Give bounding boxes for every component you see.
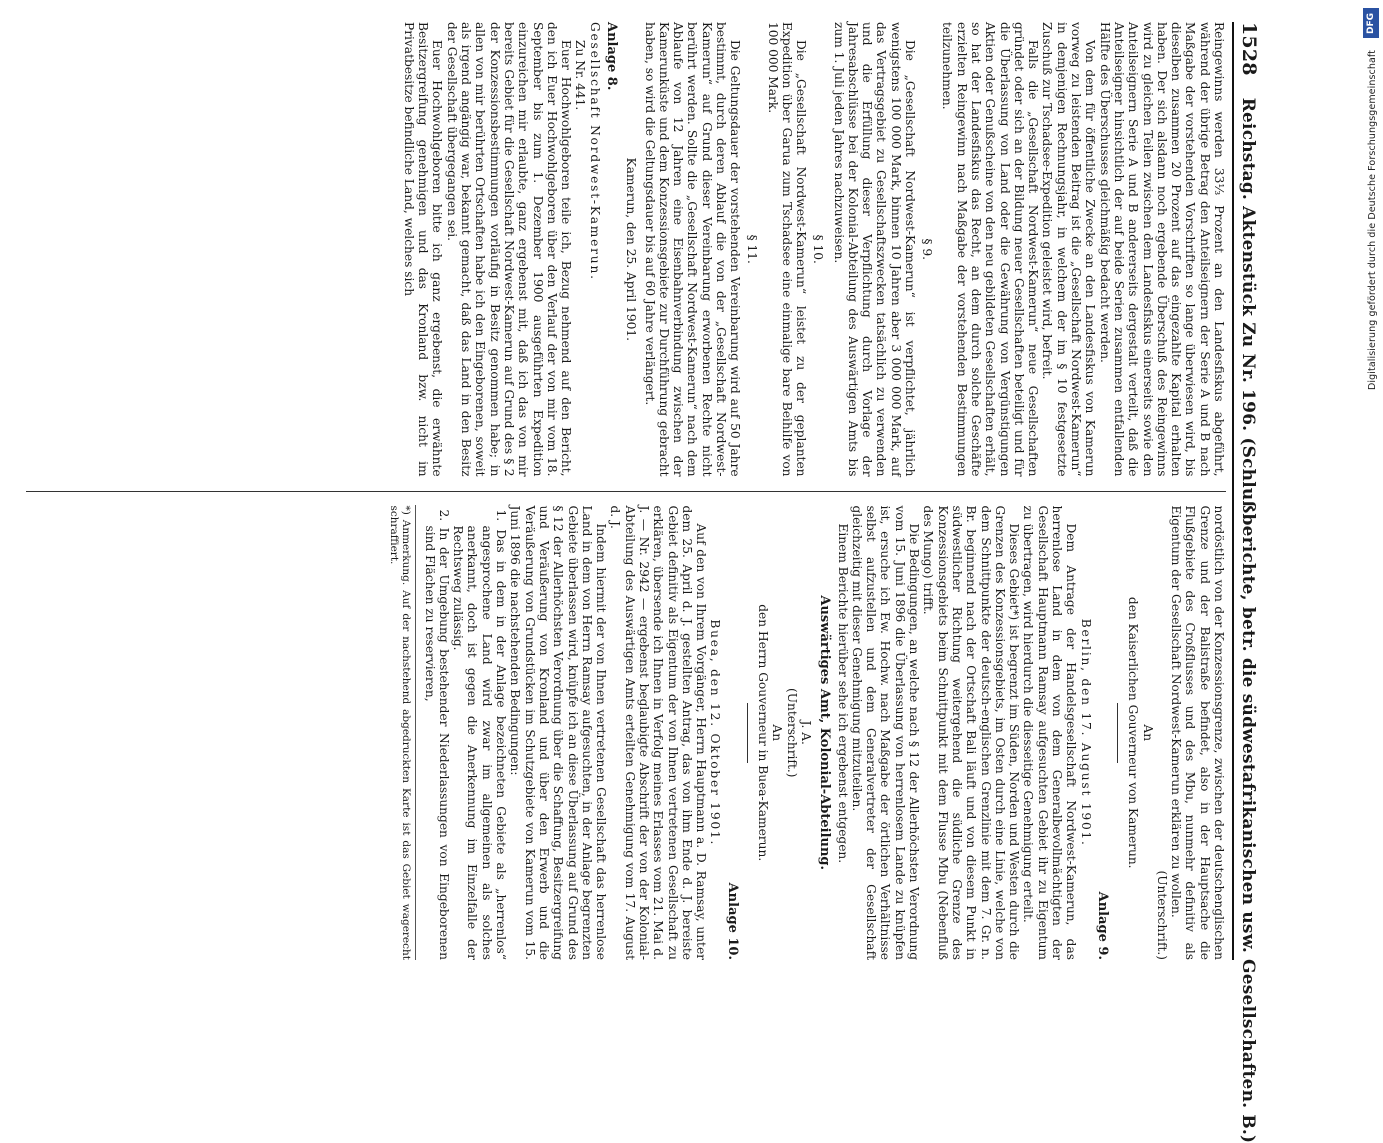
page-header: [1232, 22, 1260, 1143]
paragraph: Falls die „Gesellschaft Nordwest-Kamerun“ neue Gesellschaften gründet oder sich an der Bildung neuer Gesellschaften beteiligt und für die Überlassung von Land oder die Gewährung von Vergünstigungen Aktien oder Genußscheine von den neu gebildeten Gesellschaften erhält, so hat der Landesfiskus das Recht, an dem durch solche Geschäfte erzielten Reingewinn nach Maßgabe der vorstehenden Bestimmungen teilzunehmen.: [940, 22, 1041, 477]
addressee-prefix: An: [1140, 724, 1155, 742]
page-title: Reichstag. Aktenstück Zu Nr. 196. (Schlußberichte, betr. die südwestafrikanischen usw. Gesellschaften. B.): [1238, 97, 1258, 1143]
separator-rule: [747, 703, 748, 763]
paragraph: Dem Antrage der Handelsgesellschaft Nordwest-Kamerun, das herrenlose Land in dem von dem Generalbevollmächtigten der Gesellschaft Hauptmann Ramsay aufgesuchten Gebiet ihr zu Eigentum zu übertragen, wird hierdurch die diesseitige Genehmigung erteilt.: [1021, 505, 1079, 960]
addressee: den Herrn Gouverneur in Buea-Kamerun.: [756, 604, 771, 862]
dateline: Buea, den 12. Oktober 1901.: [708, 619, 723, 847]
addressee: den Kaiserlichen Gouverneur von Kamerun.: [1126, 596, 1141, 869]
office-name: Auswärtiges Amt, Kolonial-Abteilung.: [817, 595, 833, 871]
signature: (Unterschrift.): [784, 687, 799, 778]
addressee-prefix: An: [770, 724, 785, 742]
paragraph: Einem Berichte hierüber sehe ich ergebenst entgegen.: [835, 523, 850, 864]
addressee: Gesellschaft Nordwest-Kamerun.: [587, 22, 602, 281]
section-heading: § 9.: [920, 238, 935, 261]
digitization-note: Digitalisierung gefördert durch die Deutsche Forschungsgemeinschaft: [1367, 50, 1378, 390]
section-heading: § 11.: [745, 234, 760, 264]
annex-heading: Anlage 8.: [604, 22, 620, 91]
paragraph: Reingewinns werden 33⅓ Prozent an den Landesfiskus abgeführt, während der übrige Betrag den Anteilseignern der Serie A und B nach Maßgabe der vorstehenden Vorschriften so lange überwiesen wird, bis dieselben zusammen 20 Prozent auf das eingezahlte Kapital erhalten haben. Der sich alsdann noch ergebende Überschuß des Reingewinns wird zu gleichen Teilen zwischen dem Landesfiskus einerseits sowie den Anteilseignern Serie A und B andererseits dergestalt verteilt, daß die Anteilseigner hinsichtlich der auf beide Serien zusammen entfallenden Hälfte des Überschusses gleichmäßig bedacht werden.: [1097, 22, 1226, 477]
signature: (Unterschrift.): [1154, 870, 1169, 960]
annex-heading: Anlage 9.: [1094, 891, 1110, 960]
annex-heading: Anlage 10.: [724, 882, 740, 960]
reference: Zu Nr. 441.: [573, 40, 588, 111]
paragraph: Die Geltungsdauer der vorstehenden Vereinbarung wird auf 50 Jahre bestimmt, durch deren Ablauf die von der „Gesellschaft Nordwest-Kamerun“ auf Grund dieser Vereinbarung erworbenen Rechte nicht berührt werden. Sollte die „Gesellschaft Nordwest-Kamerun“ nach dem Ablaufe von 12 Jahren eine Eisenbahnverbindung zwischen der Kamerunküste und dem Konzessionsgebiete zur Durchführung gebracht haben, so wird die Geltungsdauer bis auf 60 Jahre verlängert.: [642, 22, 743, 477]
dateline: Kamerun, den 25. April 1901.: [624, 157, 639, 341]
paragraph: Die „Gesellschaft Nordwest-Kamerun“ leistet zu der geplanten Expedition über Garua zum Tschadsee eine einmalige bare Beihilfe von 100 000 Mark.: [765, 22, 809, 477]
paragraph: Indem hiermit der von Ihnen vertretenen Gesellschaft das herrenlose Land in dem von Herrn Ramsay aufgesuchten, in der Anlage begrenzten Gebiete überlassen wird, knüpfe ich an diese Überlassung auf Grund des § 12 der Allerhöchsten Verordnung über die Schaffung, Besitzergreifung und Veräußerung von Kronland und über den Erwerb und die Veräußerung von Grundstücken im Schutzgebiete von Kamerun vom 15. Juni 1896 die nachstehenden Bedingungen:: [508, 505, 609, 960]
list-item: 2. In der Umgebung bestehender Niederlassungen von Eingeborenen sind Flächen zu reservieren,: [422, 509, 451, 960]
left-column: [26, 22, 1226, 477]
paragraph: nordöstlich von der Konzessionsgrenze, zwischen der deutschenglischen Grenze und der Balistraße befindet, also in der Hauptsache die Flußgebiete des Croßflusses und des Mbu, nunmehr definitiv als Eigentum der Gesellschaft Nordwest-Kamerun erklären zu wollen.: [1169, 505, 1226, 960]
list-item: 1. Das in dem in der Anlage bezeichneten Gebiete als „herrenlos“ angesprochene Land wird zwar im allgemeinen als solches anerkannt, doch ist gegen die Anerkennung im Einzelfalle der Rechtsweg zulässig.: [451, 509, 509, 960]
paragraph: Die Bedingungen, an welche nach § 12 der Allerhöchsten Verordnung vom 15. Juni 1896 die Überlassung von herrenlosem Lande zu knüpfen ist, ersuche ich Ew. Hochw. nach Maßgabe der örtlichen Verhältnisse selbst aufzustellen und dem Generalvertreter der Gesellschaft gleichzeitig mit dieser Genehmigung mitzuteilen.: [849, 505, 922, 960]
column-divider: [26, 491, 1226, 492]
separator-rule: [1117, 703, 1118, 763]
dateline: Berlin, den 17. August 1901.: [1078, 618, 1093, 847]
paragraph: Euer Hochwohlgeboren teile ich, Bezug nehmend auf den Bericht, den ich Euer Hochwohlgeboren über den Verlauf der von mir vom 18. September bis zum 1. Dezember 1900 ausgeführten Expedition einzureichen mir erlaubte, ganz ergebenst mit, daß ich das von mir bereits Gebiet für die Gesellschaft Nordwest-Kamerun auf Grund des § 2 der Konzessionsbestimmungen vorläufig in Besitz genommen habe; in allen von mir berührten Ortschaften habe ich den Eingeborenen, soweit als irgend angängig war, bekannt gemacht, daß das Land in den Besitz der Gesellschaft übergegangen sei.: [444, 22, 574, 477]
text-columns: [26, 22, 1226, 960]
footnote: *) Anmerkung. Auf der nachstehend abgedruckten Karte ist das Gebiet wagerecht schraffiert.: [387, 505, 416, 960]
paragraph: Dieses Gebiet*) ist begrenzt im Süden, Norden und Westen durch die Grenzen des Konzessionsgebiets, im Osten durch eine Linie, welche von dem Schnittpunkte der deutsch-englischen Grenzlinie mit dem 7. Gr. n. Br. beginnend nach der Ortschaft Bali läuft und von diesem Punkt in südwestlicher Richtung weitergehend die südliche Grenze des Konzessionsgebiets beim Schnittpunkt mit dem Flusse Mbu (Nebenfluß des Mungo) trifft.: [921, 505, 1022, 960]
paragraph: Euer Hochwohlgeboren bitte ich ganz ergebenst, die erwähnte Besitzergreifung genehmigen und das Kronland bzw. nicht im Privatbesitze befindliche Land, welches sich: [401, 22, 445, 477]
page-number: 1528: [1238, 22, 1260, 76]
section-heading: § 10.: [811, 234, 826, 264]
paragraph: Auf den von Ihrem Vorgänger, Herrn Hauptmann a. D. Ramsay, unter dem 25. April d. J. gestellten Antrag, das von ihm Ende d. J. bereiste Gebiet definitiv als Eigentum der von Ihnen vertretenen Gesellschaft zu erklären, übersende ich Ihnen in Verfolg meines Erlasses vom 21. Mai d. J. — Nr. 2942 — ergebenst beglaubigte Abschrift der von der Kolonial-Abteilung des Auswärtigen Amts erteilten Genehmigung vom 17. August d. J.: [608, 505, 709, 960]
paragraph: Von dem für öffentliche Zwecke an den Landesfiskus von Kamerun vorweg zu leistenden Beitrag ist die „Gesellschaft Nordwest-Kamerun“ in demjenigen Rechnungsjahr, in welchem der im § 10 festgesetzte Zuschuß zur Tschadsee-Expedition geleistet wird, befreit.: [1040, 22, 1098, 477]
right-column: [26, 505, 1226, 960]
signature-prefix: J. A.: [798, 720, 813, 745]
dfg-logo: DFG: [1363, 8, 1379, 38]
paragraph: Die „Gesellschaft Nordwest-Kamerun“ ist verpflichtet, jährlich wenigstens 100 000 Mark, binnen 10 Jahren aber 3 000 000 Mark, auf das Vertragsgebiet zu Gesellschaftszwecken tatsächlich zu verwenden und die Erfüllung dieser Verpflichtung durch Vorlage der Jahresabschlüsse bei der Kolonial-Abteilung des Auswärtigen Amts bis zum 1. Juli jeden Jahres nachzuweisen.: [831, 22, 918, 477]
